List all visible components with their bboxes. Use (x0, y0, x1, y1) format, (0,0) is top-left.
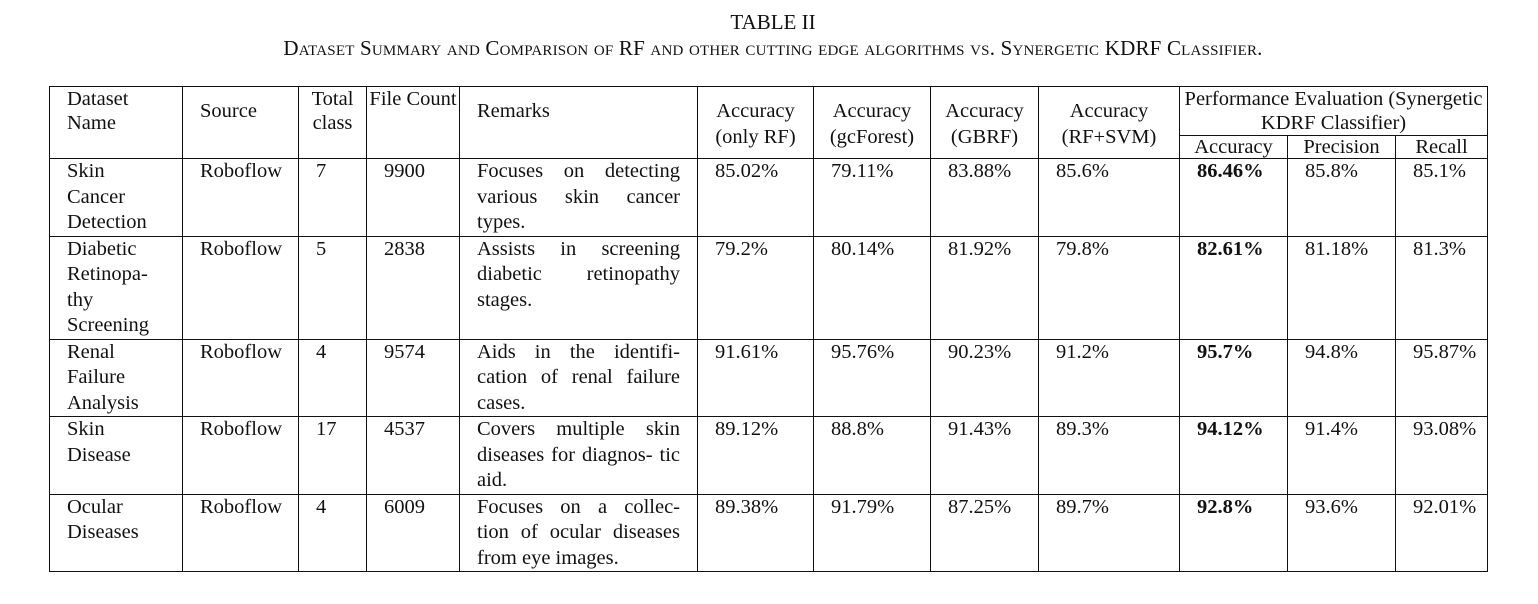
kdrf-accuracy-cell: 82.61% (1180, 236, 1288, 339)
kdrf-accuracy-cell: 92.8% (1180, 494, 1288, 572)
dataset-name-cell: Renal Failure Analysis (50, 339, 183, 417)
accuracy-gcforest-cell: 79.11% (814, 159, 931, 237)
remarks-cell: Aids in the identifi- cation of renal failure cases. (460, 339, 698, 417)
header-kdrf-accuracy: Accuracy (1180, 136, 1288, 159)
header-remarks: Remarks (460, 87, 698, 159)
kdrf-accuracy-cell: 94.12% (1180, 417, 1288, 495)
accuracy-rf-svm-cell: 89.3% (1039, 417, 1180, 495)
accuracy-rf-cell: 89.12% (698, 417, 814, 495)
dataset-name-cell: Diabetic Retinopa- thy Screening (50, 236, 183, 339)
accuracy-gcforest-cell: 80.14% (814, 236, 931, 339)
kdrf-precision-cell: 91.4% (1288, 417, 1396, 495)
kdrf-recall-cell: 81.3% (1396, 236, 1488, 339)
accuracy-rf-cell: 79.2% (698, 236, 814, 339)
accuracy-rf-cell: 89.38% (698, 494, 814, 572)
file-count-cell: 9900 (367, 159, 460, 237)
header-dataset-name: Dataset Name (50, 87, 183, 159)
accuracy-rf-cell: 91.61% (698, 339, 814, 417)
header-performance-evaluation: Performance Evaluation (Synergetic KDRF Classifier) (1180, 87, 1488, 136)
source-cell: Roboflow (183, 417, 299, 495)
kdrf-precision-cell: 94.8% (1288, 339, 1396, 417)
file-count-cell: 6009 (367, 494, 460, 572)
header-kdrf-precision: Precision (1288, 136, 1396, 159)
accuracy-rf-svm-cell: 89.7% (1039, 494, 1180, 572)
dataset-name-cell: Ocular Diseases (50, 494, 183, 572)
accuracy-gcforest-cell: 95.76% (814, 339, 931, 417)
remarks-cell: Assists in screening diabetic retinopathy stages. (460, 236, 698, 339)
accuracy-gcforest-cell: 88.8% (814, 417, 931, 495)
table-row (50, 494, 1488, 572)
accuracy-gbrf-cell: 90.23% (931, 339, 1039, 417)
kdrf-recall-cell: 92.01% (1396, 494, 1488, 572)
table-caption-title: TABLE II (730, 10, 816, 34)
source-cell: Roboflow (183, 236, 299, 339)
header-source: Source (183, 87, 299, 159)
table-row (50, 417, 1488, 495)
total-class-cell: 4 (299, 339, 367, 417)
accuracy-gbrf-cell: 91.43% (931, 417, 1039, 495)
file-count-cell: 9574 (367, 339, 460, 417)
total-class-cell: 17 (299, 417, 367, 495)
table-row (50, 236, 1488, 339)
table-row (50, 339, 1488, 417)
kdrf-precision-cell: 81.18% (1288, 236, 1396, 339)
remarks-cell: Focuses on a collec- tion of ocular diseases from eye images. (460, 494, 698, 572)
table-row (50, 159, 1488, 237)
source-cell: Roboflow (183, 494, 299, 572)
header-kdrf-recall: Recall (1396, 136, 1488, 159)
kdrf-recall-cell: 95.87% (1396, 339, 1488, 417)
kdrf-recall-cell: 93.08% (1396, 417, 1488, 495)
source-cell: Roboflow (183, 159, 299, 237)
remarks-cell: Focuses on detecting various skin cancer types. (460, 159, 698, 237)
kdrf-precision-cell: 93.6% (1288, 494, 1396, 572)
file-count-cell: 4537 (367, 417, 460, 495)
total-class-cell: 7 (299, 159, 367, 237)
accuracy-gbrf-cell: 81.92% (931, 236, 1039, 339)
header-row (50, 87, 1488, 136)
table-caption-subtitle: Dataset Summary and Comparison of RF and other cutting edge algorithms vs. Synergetic KDRF Classifier. (283, 36, 1263, 60)
remarks-cell: Covers multiple skin diseases for diagnos- tic aid. (460, 417, 698, 495)
header-total-class: Total class (299, 87, 367, 159)
header-accuracy-gbrf: Accuracy (GBRF) (931, 87, 1039, 159)
kdrf-recall-cell: 85.1% (1396, 159, 1488, 237)
file-count-cell: 2838 (367, 236, 460, 339)
kdrf-accuracy-cell: 95.7% (1180, 339, 1288, 417)
header-file-count: File Count (367, 87, 460, 159)
header-accuracy-rf-svm: Accuracy (RF+SVM) (1039, 87, 1180, 159)
total-class-cell: 4 (299, 494, 367, 572)
accuracy-gbrf-cell: 83.88% (931, 159, 1039, 237)
dataset-name-cell: Skin Cancer Detection (50, 159, 183, 237)
dataset-name-cell: Skin Disease (50, 417, 183, 495)
dataset-comparison-table (49, 86, 1488, 572)
accuracy-rf-svm-cell: 85.6% (1039, 159, 1180, 237)
accuracy-gcforest-cell: 91.79% (814, 494, 931, 572)
accuracy-gbrf-cell: 87.25% (931, 494, 1039, 572)
header-accuracy-only-rf: Accuracy (only RF) (698, 87, 814, 159)
kdrf-precision-cell: 85.8% (1288, 159, 1396, 237)
total-class-cell: 5 (299, 236, 367, 339)
header-accuracy-gcforest: Accuracy (gcForest) (814, 87, 931, 159)
accuracy-rf-cell: 85.02% (698, 159, 814, 237)
accuracy-rf-svm-cell: 79.8% (1039, 236, 1180, 339)
source-cell: Roboflow (183, 339, 299, 417)
accuracy-rf-svm-cell: 91.2% (1039, 339, 1180, 417)
kdrf-accuracy-cell: 86.46% (1180, 159, 1288, 237)
